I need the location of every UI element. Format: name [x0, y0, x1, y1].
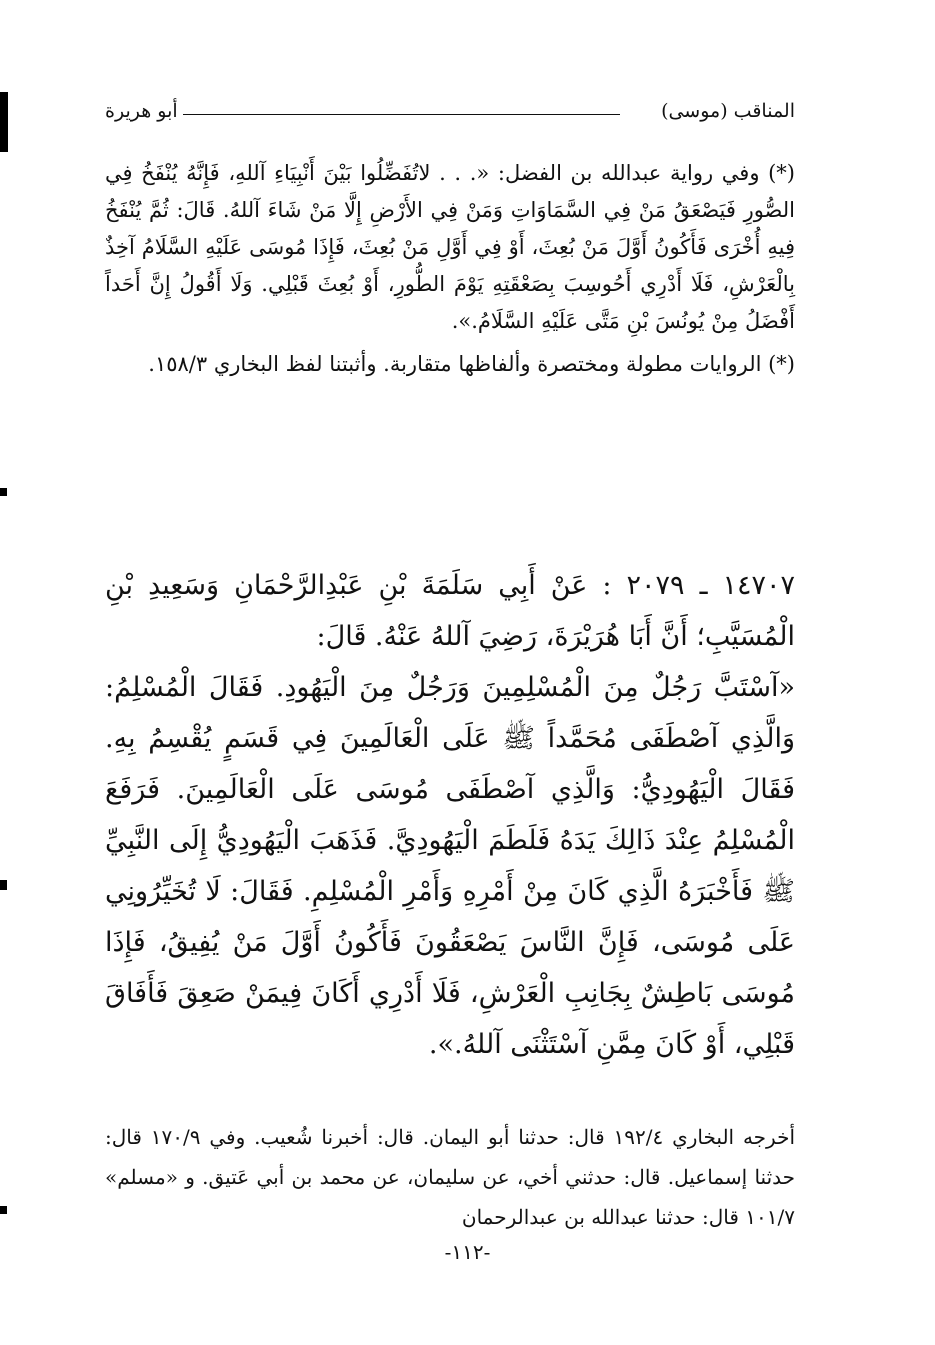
note-paragraph: (*) الروايات مطولة ومختصرة وألفاظها متقاربة. وأثبتنا لفظ البخاري ١٥٨/٣.: [148, 352, 795, 376]
header-narrator: أبو هريرة: [105, 100, 178, 122]
hadith-entry: [105, 560, 795, 1070]
page-number: -١١٢-: [444, 1240, 491, 1264]
hadith-number: ١٤٧٠٧ ـ ٢٠٧٩: [626, 570, 796, 601]
header-section-title: المناقب (موسى): [661, 100, 795, 122]
note-paragraph: (*) وفي رواية عبدالله بن الفضل: «. . . لاتُفَضِّلُوا بَيْنَ أَنْبِيَاءِ آللهِ، فَإِنَّهُ يُنْفَخُ فِي الصُّورِ فَيَصْعَقُ مَنْ فِي السَّمَاوَاتِ وَمَنْ فِي الأَرْضِ إِلَّا مَنْ شَاءَ آللهُ. قَالَ: ثُمَّ يُنْفَخُ فِيهِ أُخْرَى فَأَكُونُ أَوَّلَ مَنْ بُعِثَ، أَوْ فِي أَوَّلِ مَنْ بُعِثَ، فَإِذَا مُوسَى عَلَيْهِ السَّلَامُ آخِذٌ بِالْعَرْشِ، فَلَا أَدْرِي أَحُوسِبَ بِصَعْقَتِهِ يَوْمَ الطُّورِ، أَوْ بُعِثَ قَبْلِي. وَلَا أَقُولُ إِنَّ أَحَداً أَفْضَلُ مِنْ يُونُسَ بْنِ مَتَّى عَلَيْهِ السَّلَامُ.».: [105, 161, 795, 333]
running-header: [105, 96, 795, 130]
scan-edge-mark: [0, 880, 7, 890]
sources-paragraph: أخرجه البخاري ١٩٢/٤ قال: حدثنا أبو اليمان. قال: أخبرنا شُعيب. وفي ١٧٠/٩ قال: حدثنا إسماعيل. قال: حدثني أخي، عن سليمان، عن محمد بن أبي عَتيق. و «مسلم» ١٠١/٧ قال: حدثنا عبدالله بن عبدالرحمان: [105, 1125, 796, 1229]
hadith-text: «آسْتَبَّ رَجُلٌ مِنَ الْمُسْلِمِينَ وَرَجُلٌ مِنَ الْيَهُودِ. فَقَالَ الْمُسْلِمُ: وَالَّذِي آصْطَفَى مُحَمَّداً ﷺ عَلَى الْعَالَمِينَ فِي قَسَمٍ يُقْسِمُ بِهِ. فَقَالَ الْيَهُودِيُّ: وَالَّذِي آصْطَفَى مُوسَى عَلَى الْعَالَمِينَ. فَرَفَعَ الْمُسْلِمُ عِنْدَ ذَالِكَ يَدَهُ فَلَطَمَ الْيَهُودِيَّ. فَذَهَبَ الْيَهُودِيُّ إِلَى النَّبِيِّ ﷺ فَأَخْبَرَهُ الَّذِي كَانَ مِنْ أَمْرِهِ وَأَمْرِ الْمُسْلِمِ. فَقَالَ: لَا تُخَيِّرُونِي عَلَى مُوسَى، فَإِنَّ النَّاسَ يَصْعَقُونَ فَأَكُونُ أَوَّلَ مَنْ يُفِيقُ، فَإِذَا مُوسَى بَاطِشٌ بِجَانِبِ الْعَرْشِ، فَلَا أَدْرِي أَكَانَ فِيمَنْ صَعِقَ فَأَفَاقَ قَبْلِي، أَوْ كَانَ مِمَّنِ آسْتَثْنَى آللهُ.».: [105, 672, 795, 1060]
header-rule: [183, 114, 620, 115]
takhrij-sources: [105, 1117, 795, 1237]
scan-edge-mark: [0, 92, 8, 152]
hadith-chain: : عَنْ أَبِي سَلَمَةَ بْنِ عَبْدِالرَّحْمَانِ وَسَعِيدِ بْنِ الْمُسَيَّبِ؛ أَنَّ أَبَا هُرَيْرَةَ، رَضِيَ آللهُ عَنْهُ. قَالَ:: [105, 570, 795, 652]
scan-edge-mark: [0, 1206, 7, 1214]
footnotes-top: [105, 155, 795, 389]
scan-edge-mark: [0, 488, 7, 496]
hadith-isnad: [105, 560, 795, 662]
